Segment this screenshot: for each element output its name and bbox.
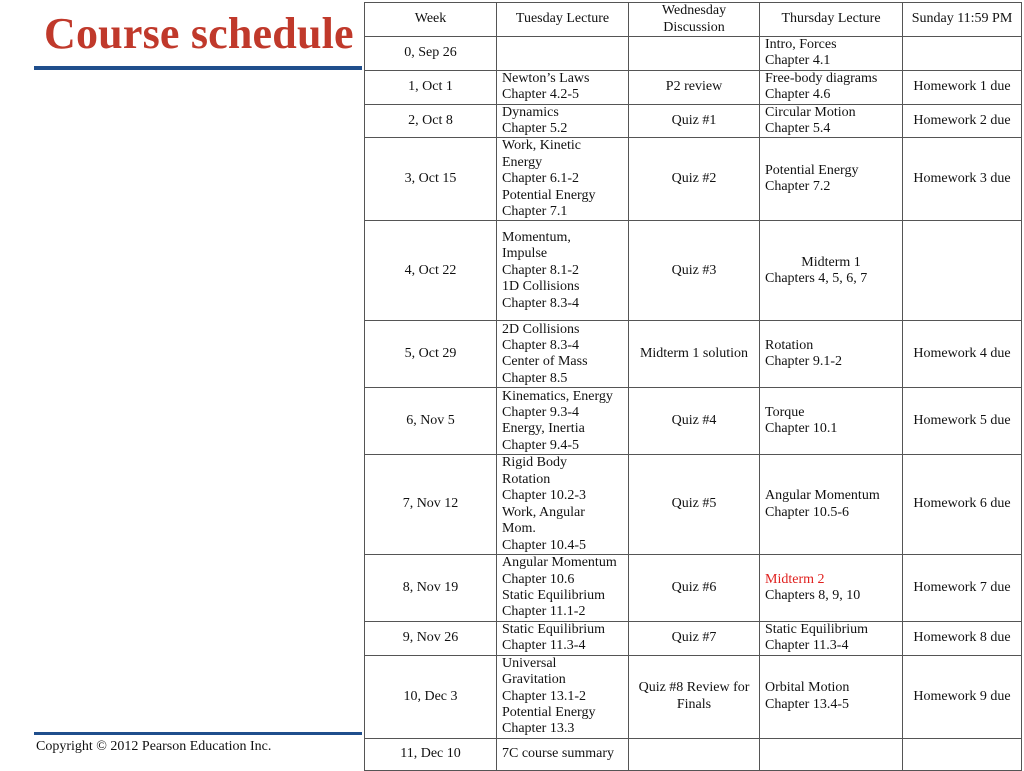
wednesday-cell (629, 621, 760, 655)
thursday-cell (760, 104, 903, 138)
cell-line: Chapter 5.4 (765, 121, 831, 137)
cell-line: Chapter 6.1-2 (502, 171, 579, 187)
cell-line: Chapter 5.2 (502, 121, 568, 137)
cell-line: 10, Dec 3 (403, 688, 458, 704)
cell-line: 8, Nov 19 (402, 579, 459, 595)
wednesday-cell (629, 37, 760, 71)
cell-line: 3, Oct 15 (404, 171, 457, 187)
schedule-body (365, 37, 1022, 771)
schedule-table (364, 2, 1022, 771)
cell-line: Quiz #3 (671, 262, 717, 278)
cell-line: Quiz #2 (671, 171, 717, 187)
week-cell (365, 455, 497, 554)
cell-line: Chapter 13.3 (502, 721, 575, 737)
cell-line: Midterm 1 solution (639, 346, 749, 362)
cell-line: Chapter 8.3-4 (502, 295, 579, 311)
schedule-row (365, 455, 1022, 554)
sunday-cell (903, 738, 1022, 770)
cell-line: Static Equilibrium (502, 621, 606, 637)
cell-line: Homework 6 due (913, 496, 1011, 512)
week-cell (365, 104, 497, 138)
cell-line: Chapters 8, 9, 10 (765, 587, 861, 603)
header-wednesday-line1: Wednesday (661, 3, 727, 19)
header-sunday: Sunday 11:59 PM (903, 3, 1022, 37)
thursday-cell (760, 37, 903, 71)
sunday-cell (903, 70, 1022, 104)
cell-line: Homework 5 due (913, 413, 1011, 429)
wednesday-cell (629, 554, 760, 621)
thursday-cell (760, 621, 903, 655)
cell-line: Chapter 13.4-5 (765, 696, 849, 712)
wednesday-cell (629, 321, 760, 388)
cell-line: Torque (765, 405, 805, 421)
cell-line: Chapter 9.3-4 (502, 405, 579, 421)
cell-line: Quiz #4 (671, 413, 717, 429)
thursday-cell (760, 321, 903, 388)
thursday-cell (760, 554, 903, 621)
cell-line: Mom. (502, 521, 536, 537)
tuesday-cell (497, 655, 629, 738)
cell-line: Circular Motion (765, 104, 856, 120)
cell-line: Potential Energy (502, 704, 596, 720)
wednesday-cell (629, 455, 760, 554)
wednesday-cell (629, 388, 760, 455)
thursday-cell (760, 388, 903, 455)
copyright-text: Copyright © 2012 Pearson Education Inc. (36, 739, 272, 754)
tuesday-cell (497, 70, 629, 104)
cell-line: Kinematics, Energy (502, 388, 613, 404)
header-tuesday: Tuesday Lecture (497, 3, 629, 37)
tuesday-cell (497, 554, 629, 621)
sunday-cell (903, 388, 1022, 455)
cell-line: Quiz #7 (671, 630, 717, 646)
cell-line: Homework 3 due (913, 171, 1011, 187)
cell-line: Homework 2 due (913, 112, 1011, 128)
cell-line: 6, Nov 5 (406, 413, 455, 429)
wednesday-cell (629, 221, 760, 321)
week-cell (365, 221, 497, 321)
sunday-cell (903, 621, 1022, 655)
tuesday-cell (497, 455, 629, 554)
cell-line: Homework 4 due (913, 346, 1011, 362)
week-cell (365, 388, 497, 455)
week-cell (365, 738, 497, 770)
cell-line: Dynamics (502, 104, 559, 120)
schedule-row (365, 104, 1022, 138)
cell-line: Orbital Motion (765, 680, 850, 696)
cell-line: Impulse (502, 246, 548, 262)
sunday-cell (903, 455, 1022, 554)
cell-line: Newton’s Laws (502, 70, 590, 86)
cell-line: 7C course summary (502, 746, 614, 762)
schedule-row (365, 621, 1022, 655)
thursday-cell (760, 455, 903, 554)
cell-line: Chapter 9.4-5 (502, 437, 579, 453)
cell-line: 9, Nov 26 (402, 630, 459, 646)
cell-line: Chapter 10.5-6 (765, 504, 849, 520)
thursday-cell (760, 70, 903, 104)
cell-line: Intro, Forces (765, 37, 837, 52)
week-cell (365, 321, 497, 388)
cell-line: Midterm 1 (801, 254, 861, 270)
sunday-cell (903, 37, 1022, 71)
wednesday-cell (629, 70, 760, 104)
week-cell (365, 655, 497, 738)
cell-line: P2 review (665, 79, 723, 95)
tuesday-cell (497, 738, 629, 770)
cell-line: Quiz #8 Review for (638, 680, 750, 696)
sunday-cell (903, 104, 1022, 138)
cell-line: Chapter 4.1 (765, 53, 831, 69)
cell-line: Free-body diagrams (765, 70, 878, 86)
cell-line: Angular Momentum (502, 555, 617, 571)
title-underline (34, 66, 362, 70)
header-wednesday (629, 3, 760, 37)
cell-line: Chapter 7.1 (502, 204, 568, 220)
wednesday-cell (629, 104, 760, 138)
header-thursday: Thursday Lecture (760, 3, 903, 37)
cell-line: 11, Dec 10 (400, 746, 461, 762)
cell-line: Chapter 10.1 (765, 421, 838, 437)
wednesday-cell (629, 138, 760, 221)
cell-line: Static Equilibrium (502, 587, 606, 603)
cell-line: Chapters 4, 5, 6, 7 (765, 270, 868, 286)
schedule-row (365, 37, 1022, 71)
cell-line: Homework 1 due (913, 79, 1011, 95)
cell-line: 1D Collisions (502, 279, 580, 295)
schedule-row (365, 138, 1022, 221)
cell-line: Momentum, (502, 229, 571, 245)
cell-line: Chapter 8.3-4 (502, 338, 579, 354)
cell-line: Chapter 13.1-2 (502, 688, 586, 704)
thursday-cell (760, 221, 903, 321)
cell-line: Chapter 9.1-2 (765, 354, 842, 370)
cell-line: Gravitation (502, 672, 566, 688)
cell-line: Chapter 10.6 (502, 571, 575, 587)
header-week: Week (365, 3, 497, 37)
cell-line: Chapter 7.2 (765, 179, 831, 195)
cell-line: Static Equilibrium (765, 621, 869, 637)
wednesday-cell (629, 655, 760, 738)
cell-line: Quiz #5 (671, 496, 717, 512)
cell-line: Energy, Inertia (502, 421, 585, 437)
cell-line: 0, Sep 26 (404, 45, 457, 61)
cell-line: 2, Oct 8 (408, 112, 453, 128)
tuesday-cell (497, 104, 629, 138)
sunday-cell (903, 655, 1022, 738)
header-wednesday-line2: Discussion (663, 19, 725, 35)
thursday-cell (760, 138, 903, 221)
cell-line: Chapter 10.2-3 (502, 488, 586, 504)
cell-line: Homework 7 due (913, 579, 1011, 595)
footer-rule (34, 732, 362, 735)
page-title: Course schedule (44, 9, 354, 58)
cell-line: Chapter 10.4-5 (502, 537, 586, 553)
cell-line: Energy (502, 154, 543, 170)
tuesday-cell (497, 321, 629, 388)
cell-line: Chapter 4.2-5 (502, 87, 579, 103)
cell-line: Homework 8 due (913, 630, 1011, 646)
cell-line: Rotation (765, 338, 814, 354)
sunday-cell (903, 221, 1022, 321)
cell-line: Chapter 8.5 (502, 370, 568, 386)
thursday-cell (760, 655, 903, 738)
cell-line: 1, Oct 1 (408, 79, 453, 95)
week-cell (365, 37, 497, 71)
cell-line: Angular Momentum (765, 488, 880, 504)
cell-line: Potential Energy (765, 163, 859, 179)
cell-line: Work, Kinetic (502, 138, 581, 154)
schedule-row (365, 388, 1022, 455)
cell-line: Work, Angular (502, 504, 585, 520)
sunday-cell (903, 554, 1022, 621)
cell-line: Finals (676, 696, 712, 712)
tuesday-cell (497, 388, 629, 455)
tuesday-cell (497, 37, 629, 71)
cell-line: 7, Nov 12 (402, 496, 459, 512)
cell-line: Chapter 11.3-4 (502, 638, 586, 654)
schedule-row (365, 655, 1022, 738)
sunday-cell (903, 321, 1022, 388)
cell-line: Chapter 8.1-2 (502, 262, 579, 278)
wednesday-cell (629, 738, 760, 770)
cell-line: Rigid Body (502, 455, 567, 471)
cell-line: Rotation (502, 471, 551, 487)
cell-line: Chapter 11.3-4 (765, 638, 849, 654)
sunday-cell (903, 138, 1022, 221)
schedule-row (365, 554, 1022, 621)
schedule-row (365, 321, 1022, 388)
cell-line: Chapter 4.6 (765, 87, 831, 103)
cell-line: Homework 9 due (913, 688, 1011, 704)
cell-line: 2D Collisions (502, 321, 580, 337)
tuesday-cell (497, 621, 629, 655)
cell-line: Quiz #1 (671, 112, 717, 128)
schedule-row (365, 738, 1022, 770)
week-cell (365, 621, 497, 655)
week-cell (365, 138, 497, 221)
schedule-row (365, 221, 1022, 321)
week-cell (365, 554, 497, 621)
cell-line: Potential Energy (502, 187, 596, 203)
cell-line: Center of Mass (502, 354, 588, 370)
cell-line: Midterm 2 (765, 571, 825, 587)
week-cell (365, 70, 497, 104)
tuesday-cell (497, 138, 629, 221)
cell-line: Universal (502, 655, 557, 671)
cell-line: 5, Oct 29 (404, 346, 457, 362)
schedule-row (365, 70, 1022, 104)
thursday-cell (760, 738, 903, 770)
header-row (365, 3, 1022, 37)
cell-line: 4, Oct 22 (404, 262, 457, 278)
cell-line: Quiz #6 (671, 579, 717, 595)
tuesday-cell (497, 221, 629, 321)
cell-line: Chapter 11.1-2 (502, 604, 586, 620)
